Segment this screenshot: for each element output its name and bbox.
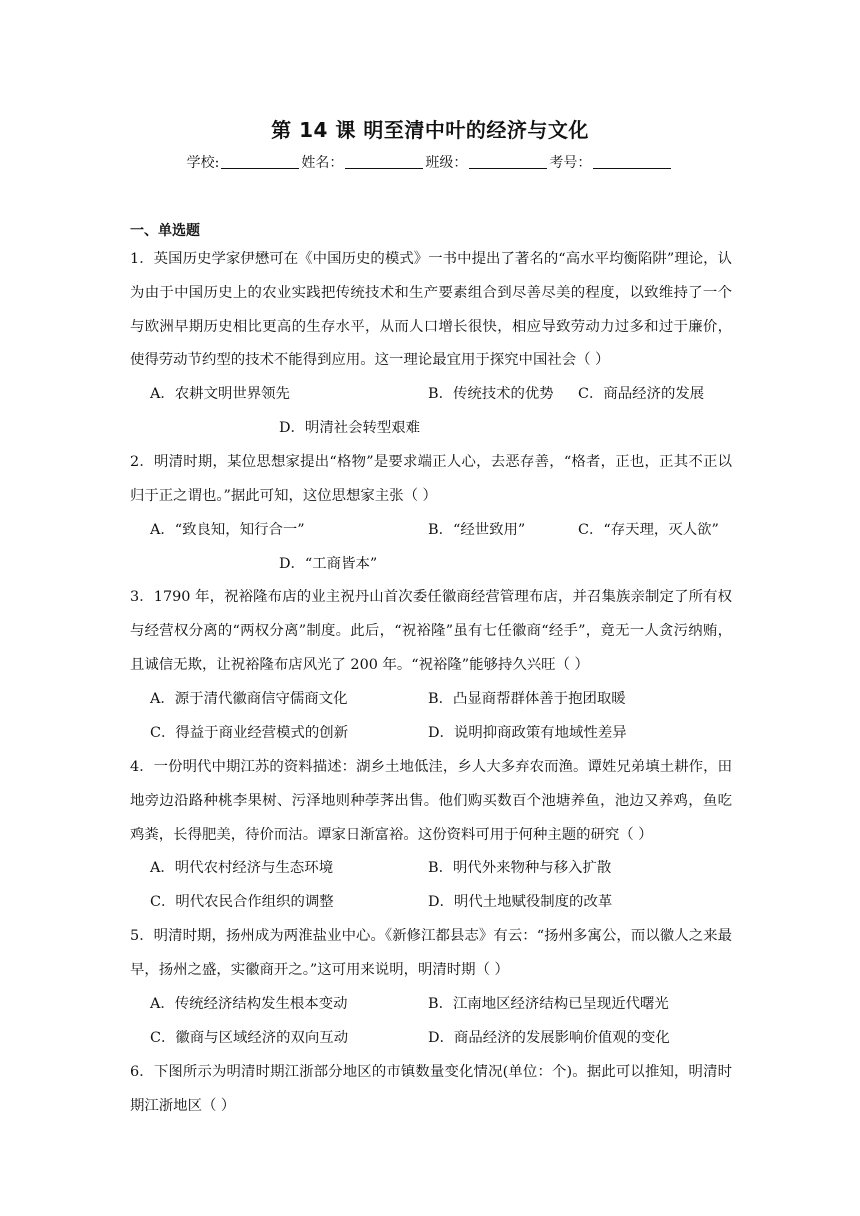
question-3-option-c[interactable]: C．得益于商业经营模式的创新 — [150, 725, 349, 741]
question-1-text: 1．英国历史学家伊懋可在《中国历史的模式》一书中提出了著名的“高水平均衡陷阱”理论，认为由于中国历史上的农业实践把传统技术和生产要素组合到尽善尽美的程度，以致维持了一个与欧洲早期历史相比更高的生存水平，从而人口增长很快，相应导致劳动力过多和过于廉价，使得劳动节约型的技术不能得到应用。这一理论最宜用于探究中国社会（ ） — [130, 251, 732, 369]
school-label: 学校: — [186, 155, 220, 171]
question-4-option-d[interactable]: D．明代土地赋役制度的改革 — [428, 894, 613, 910]
question-1-option-a[interactable]: A．农耕文明世界领先 — [150, 386, 290, 402]
name-label: 姓名： — [301, 155, 344, 171]
question-4-option-a[interactable]: A．明代农村经济与生态环境 — [150, 860, 334, 876]
class-label: 班级： — [425, 155, 468, 171]
question-2-text: 2．明清时期，某位思想家提出“格物”是要求端正人心，去恶存善，“格者，正也，正其不正以归于正之谓也。”据此可知，这位思想家主张（ ） — [130, 454, 732, 504]
page-title: 第 14 课 明至清中叶的经济与文化 — [271, 118, 589, 142]
name-blank[interactable] — [345, 154, 423, 169]
question-2-option-a[interactable]: A．“致良知，知行合一” — [150, 522, 305, 538]
question-3-option-d[interactable]: D．说明抑商政策有地域性差异 — [428, 725, 627, 741]
question-5-option-d[interactable]: D．商品经济的发展影响价值观的变化 — [428, 1030, 670, 1046]
question-5-option-b[interactable]: B．江南地区经济结构已呈现近代曙光 — [428, 996, 669, 1012]
question-5-option-c[interactable]: C．徽商与区域经济的双向互动 — [150, 1030, 349, 1046]
question-5-text: 5．明清时期，扬州成为两淮盐业中心。《新修江都县志》有云：“扬州多寓公，而以徽人之来最早，扬州之盛，实徽商开之。”这可用来说明，明清时期（ ） — [130, 928, 732, 978]
exam-number-label: 考号： — [549, 155, 592, 171]
student-info-line — [0, 152, 860, 172]
question-4-option-b[interactable]: B．明代外来物种与移入扩散 — [428, 860, 612, 876]
question-5-option-a[interactable]: A．传统经济结构发生根本变动 — [150, 996, 348, 1012]
question-2-option-c[interactable]: C．“存天理，灭人欲” — [578, 522, 719, 538]
question-1-option-c[interactable]: C．商品经济的发展 — [578, 386, 705, 402]
class-blank[interactable] — [469, 154, 547, 169]
question-2-option-b[interactable]: B．“经世致用” — [428, 522, 526, 538]
question-3-option-b[interactable]: B．凸显商帮群体善于抱团取暖 — [428, 691, 626, 707]
question-4-text: 4．一份明代中期江苏的资料描述：湖乡土地低洼，乡人大多弃农而渔。谭姓兄弟填土耕作，田地旁边沿路种桃李果树、污泽地则种荸荠出售。他们购买数百个池塘养鱼，池边又养鸡，鱼吃鸡粪，长得肥美，待价而沽。谭家日渐富裕。这份资料可用于何种主题的研究（ ） — [130, 759, 732, 843]
exam-number-blank[interactable] — [593, 154, 671, 169]
question-6-text: 6．下图所示为明清时期江浙部分地区的市镇数量变化情况(单位：个)。据此可以推知，明清时期江浙地区（ ） — [130, 1064, 732, 1114]
question-1-option-b[interactable]: B．传统技术的优势 — [428, 386, 554, 402]
question-3-option-a[interactable]: A．源于清代徽商信守儒商文化 — [150, 691, 348, 707]
section-heading: 一、单选题 — [130, 223, 200, 239]
question-1-option-d[interactable]: D．明清社会转型艰难 — [279, 420, 421, 436]
question-3-text: 3．1790 年，祝裕隆布店的业主祝丹山首次委任徽商经营管理布店，并召集族亲制定了所有权与经营权分离的“两权分离”制度。此后，“祝裕隆”虽有七任徽商“经手”，竟无一人贪污纳贿，且诚信无欺，让祝裕隆布店风光了 200 年。“祝裕隆”能够持久兴旺（ ） — [130, 589, 732, 673]
question-4-option-c[interactable]: C．明代农民合作组织的调整 — [150, 894, 334, 910]
question-2-option-d[interactable]: D．“工商皆本” — [279, 556, 378, 572]
school-blank[interactable] — [221, 154, 299, 169]
